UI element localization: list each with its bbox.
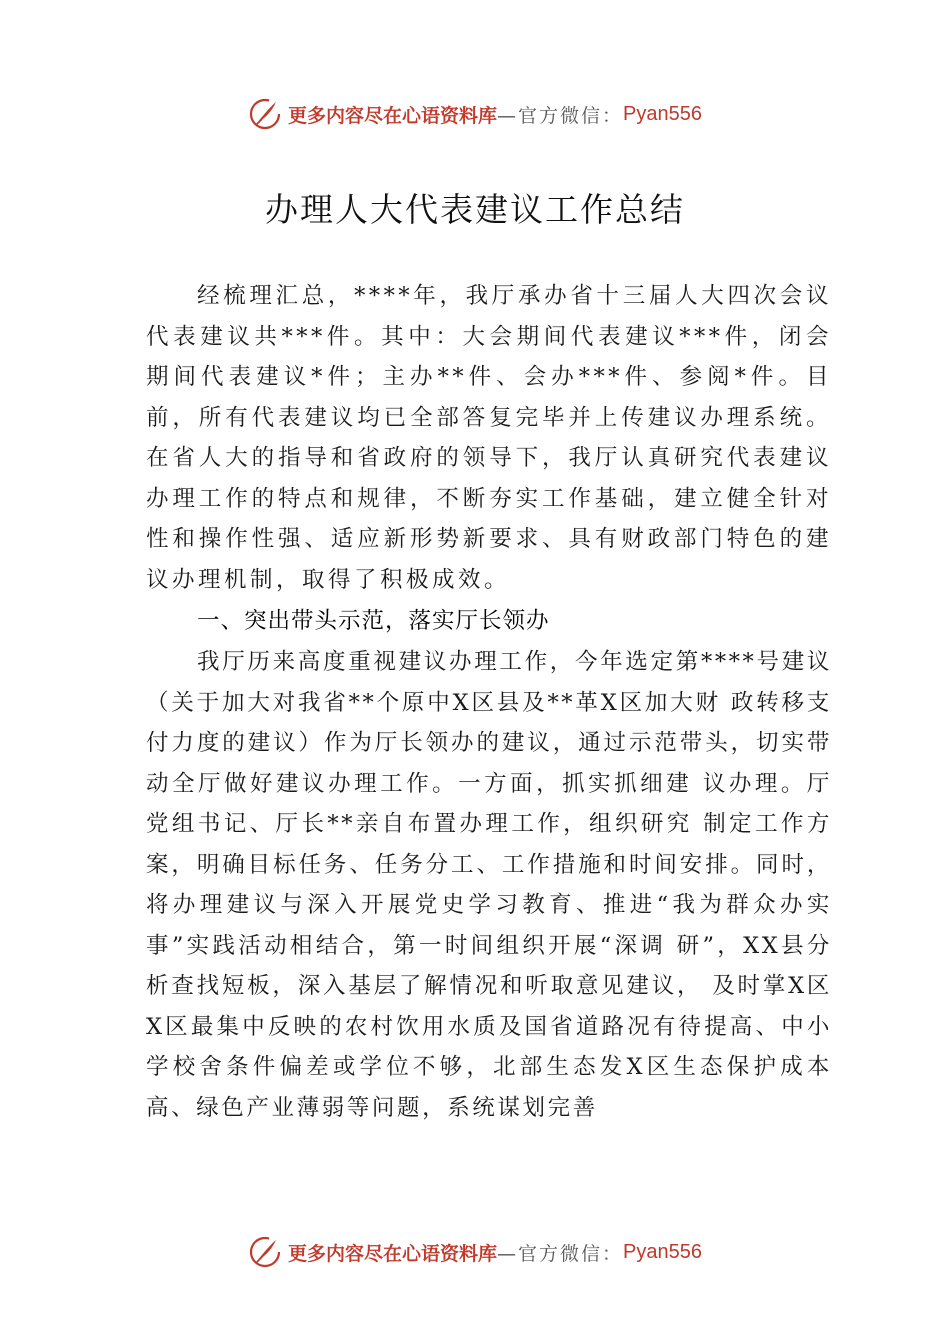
watermark-wechat-id: Pyan556 [623, 102, 702, 125]
watermark-footer [0, 1232, 950, 1272]
paragraph-intro: 经梳理汇总，****年，我厅承办省十三届人大四次会议代表建议共***件。其中：大会期间代表建议***件，闭会期间代表建议*件；主办**件、会办***件、参阅*件。目前，所有代表建议均已全部答复完毕并上传建议办理系统。在省人大的指导和省政府的领导下，我厅认真研究代表建议办理工作的特点和规律，不断夯实工作基础，建立健全针对性和操作性强、适应新形势新要求、具有财政部门特色的建议办理机制，取得了积极成效。 [146, 283, 832, 593]
watermark-wechat-id: Pyan556 [623, 1240, 702, 1263]
watermark-gray-text: —官方微信： [497, 104, 624, 127]
section-heading-1: 一、突出带头示范，落实厅长领办 [197, 608, 550, 634]
document-title: 办理人大代表建议工作总结 [265, 190, 685, 229]
feather-quill-logo-icon [248, 1235, 282, 1269]
watermark-gray-text: —官方微信： [497, 1242, 624, 1265]
watermark-red-text: 更多内容尽在心语资料库 [288, 104, 498, 127]
document-body [146, 276, 832, 1128]
watermark-header [0, 94, 950, 134]
watermark-red-text: 更多内容尽在心语资料库 [288, 1242, 498, 1265]
feather-quill-logo-icon [248, 97, 282, 131]
paragraph-section-1: 我厅历来高度重视建议办理工作，今年选定第****号建议（关于加大对我省**个原中X区县及**革X区加大财 政转移支付力度的建议）作为厅长领办的建议，通过示范带头，切实带动全厅做好建议办理工作。一方面，抓实抓细建 议办理。厅党组书记、厅长**亲自布置办理工作，组织研究 制定工作方案，明确目标任务、任务分工、工作措施和时间安排。同时，将办理建议与深入开展党史学习教育、推进“我为群众办实事”实践活动相结合，第一时间组织开展“深调 研”，XX县分析查找短板，深入基层了解情况和听取意见建议， 及时掌X区X区最集中反映的农村饮用水质及国省道路况有待提高、中小学校舍条件偏差或学位不够，北部生态发X区生态保护成本高、绿色产业薄弱等问题，系统谋划完善 [146, 649, 832, 1121]
